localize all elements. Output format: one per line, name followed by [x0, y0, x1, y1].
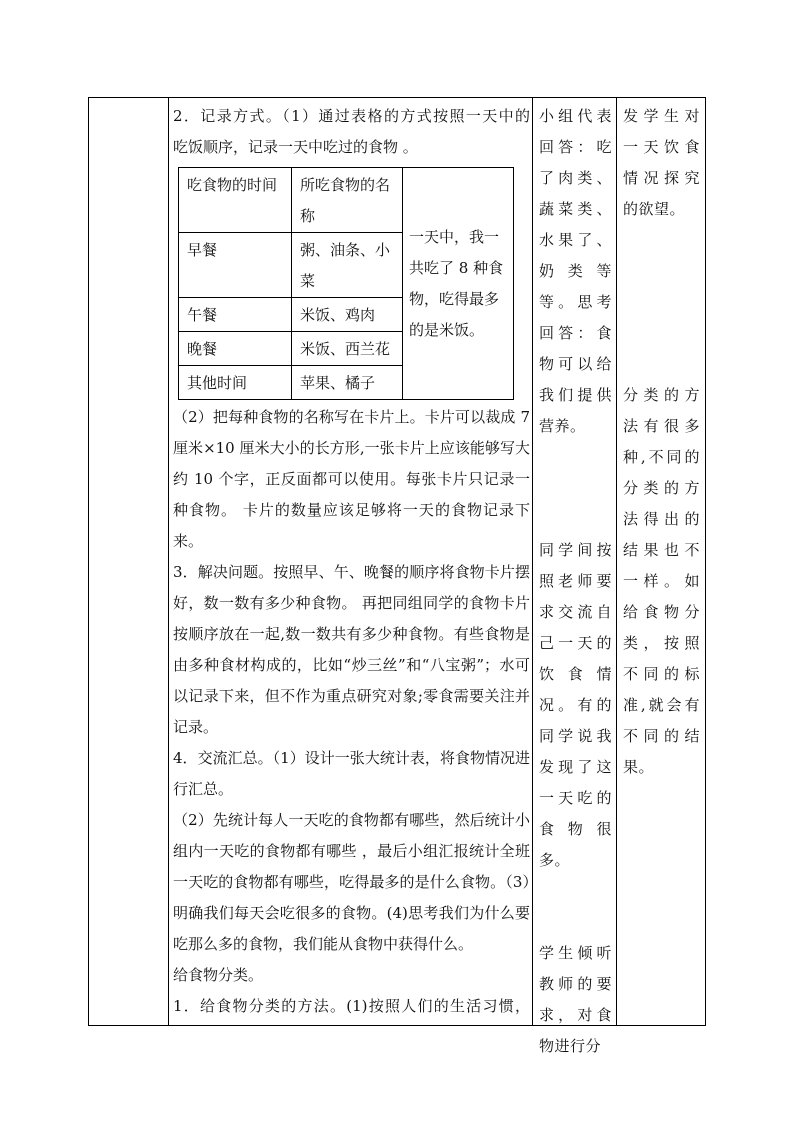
meal-time: 早餐	[179, 233, 292, 298]
student-answer-block: 小组代表回答：吃了肉类、蔬菜类、水果了、奶类等等。思考回答：食物可以给我们提供营养。	[539, 107, 612, 435]
intent-block-1: 发学生对一天饮食情况探究的欲望。	[623, 107, 700, 218]
meal-food: 苹果、橘子	[292, 366, 403, 400]
meal-food: 米饭、西兰花	[292, 332, 403, 366]
meal-time: 午餐	[179, 298, 292, 332]
student-listen-block: 学生倾听教师的要求，对食物进行分	[539, 944, 612, 1055]
paragraph-classify-title: 给食物分类。	[173, 966, 264, 984]
header-food: 所吃食物的名称	[292, 168, 403, 233]
lesson-table	[88, 97, 706, 1055]
teaching-process-column	[169, 98, 533, 1022]
summary-cell: 一天中，我一共吃了 8 种食物，吃得最多的是米饭。	[403, 168, 514, 400]
header-time: 吃食物的时间	[179, 168, 292, 233]
design-intent-column	[617, 98, 705, 783]
meal-record-table	[178, 167, 514, 400]
paragraph-statistics: （2）先统计每人一天吃的食物都有哪些，然后统计小组内一天吃的食物都有哪些 ，最后小组汇报统计全班一天吃的食物都有哪些，吃得最多的是什么食物。（3）明确我们每天会吃很多的食物。(4)思考我们为什么要吃那么多的食物，我们能从食物中获得什么。	[173, 811, 530, 953]
section2-line2: 吃饭顺序，记录一天中吃过的食物 。	[173, 138, 418, 156]
student-exchange-block: 同学间按照老师要求交流自己一天的饮食情况。有的同学说我发现了这一天吃的食物很多。	[539, 541, 612, 869]
paragraph-exchange-summary: 4．交流汇总。（1）设计一张大统计表，将食物情况进行汇总。	[173, 749, 530, 798]
meal-time: 其他时间	[179, 366, 292, 400]
meal-food: 米饭、鸡肉	[292, 298, 403, 332]
table-row	[179, 168, 514, 233]
meal-food: 粥、油条、小菜	[292, 233, 403, 298]
meal-time: 晚餐	[179, 332, 292, 366]
student-activity-column	[533, 98, 617, 1062]
paragraph-solve-problem: 3．解决问题。按照早、午、晚餐的顺序将食物卡片摆好，数一数有多少种食物。 再把同组同学的食物卡片按顺序放在一起,数一数共有多少种食物。有些食物是由多种食材构成的，比如“炒三丝”和“八宝粥”；水可以记录下来，但不作为重点研究对象;零食需要关注并记录。	[173, 563, 530, 736]
paragraph-card-recording: （2）把每种食物的名称写在卡片上。卡片可以裁成 7 厘米×10 厘米大小的长方形,一张卡片上应该能够写大约 10 个字，正反面都可以使用。每张卡片只记录一种食物。 卡片的数量应该足够将一天的食物记录下来。	[173, 408, 530, 550]
section2-line1: 2．记录方式。（1）通过表格的方式按照一天中的	[173, 107, 530, 125]
paragraph-classify-method: 1．给食物分类的方法。(1)按照人们的生活习惯，	[173, 997, 530, 1015]
intent-block-2: 分类的方法有很多种,不同的分类的方法得出的结果也不一样。如给食物分类，按照不同的标准,就会有不同的结果。	[623, 386, 700, 776]
